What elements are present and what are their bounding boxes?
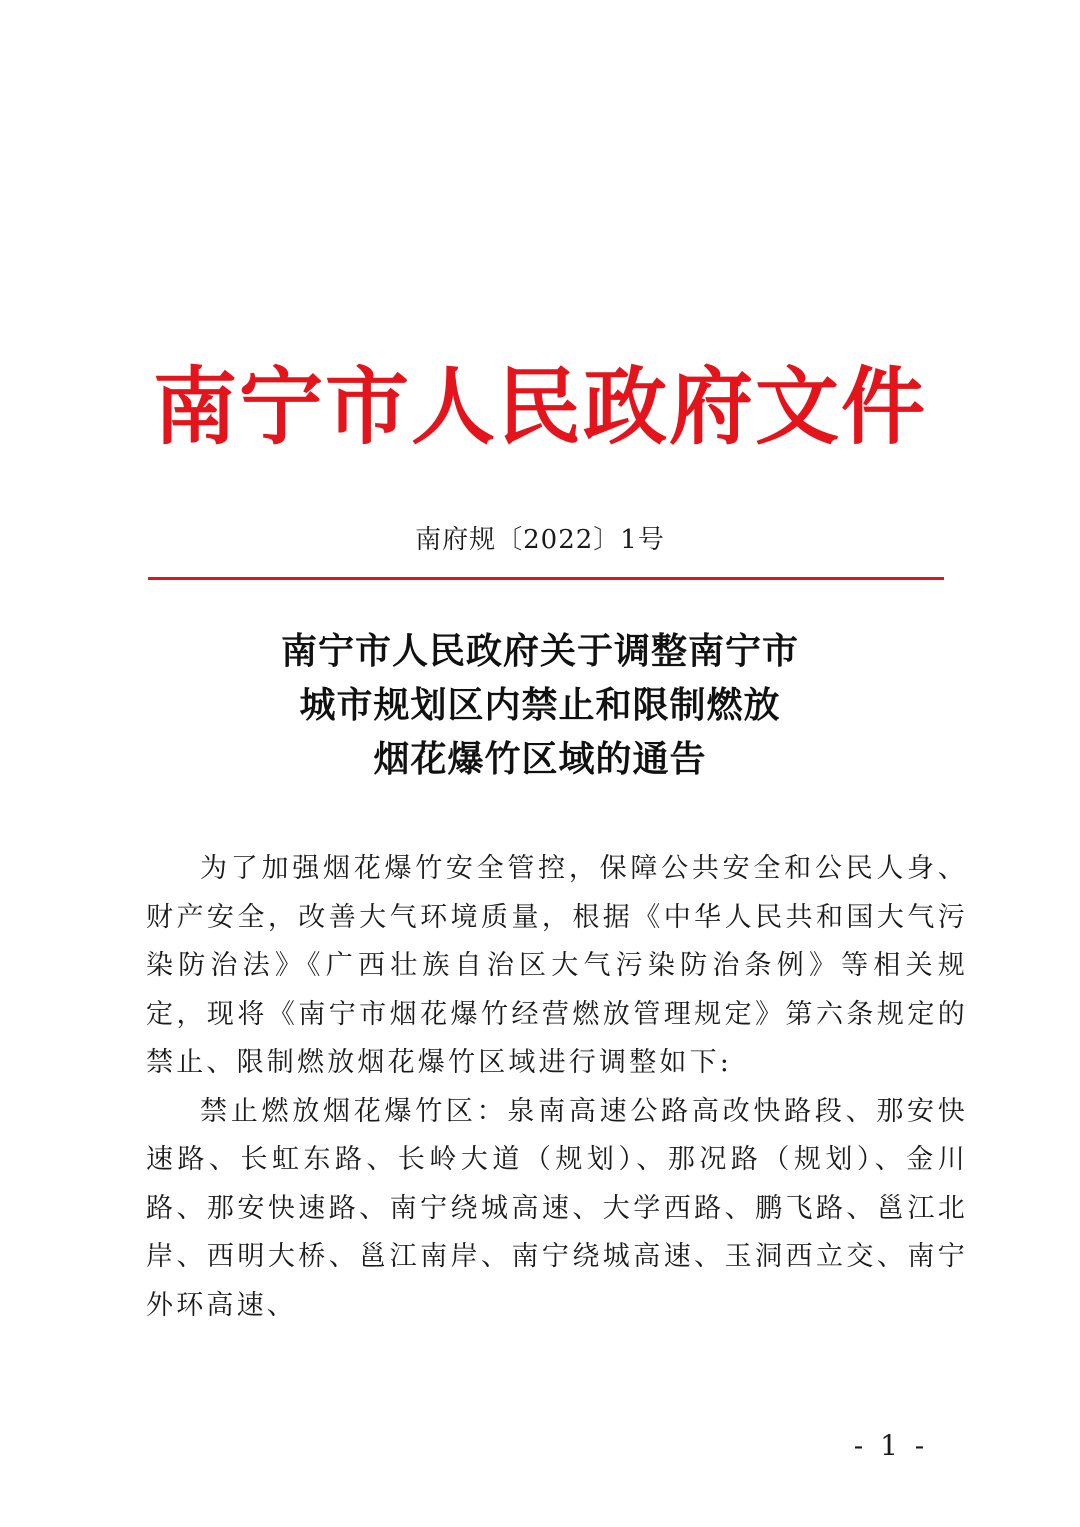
body-paragraph-prohibited-zone: 禁止燃放烟花爆竹区：泉南高速公路高改快路段、那安快速路、长虹东路、长岭大道（规划）、那况路（规划）、金川路、那安快速路、南宁绕城高速、大学西路、鹏飞路、邕江北岸、西明大桥、邕江南岸、南宁绕城高速、玉洞西立交、南宁外环高速、 bbox=[146, 1095, 968, 1321]
notice-title bbox=[100, 624, 980, 786]
notice-title-line: 城市规划区内禁止和限制燃放 bbox=[299, 684, 781, 726]
page-number: - 1 - bbox=[853, 1429, 929, 1462]
red-divider-line bbox=[148, 577, 944, 580]
notice-body bbox=[146, 845, 968, 1330]
notice-title-line: 南宁市人民政府关于调整南宁市 bbox=[280, 630, 799, 672]
body-paragraph-preamble: 为了加强烟花爆竹安全管控，保障公共安全和公民人身、财产安全，改善大气环境质量，根据《中华人民共和国大气污染防治法》《广西壮族自治区大气污染防治条例》等相关规定，现将《南宁市烟花爆竹经营燃放管理规定》第六条规定的禁止、限制燃放烟花爆竹区域进行调整如下: bbox=[146, 853, 968, 1078]
notice-title-line: 烟花爆竹区域的通告 bbox=[373, 738, 707, 780]
document-masthead: 南宁市人民政府文件 bbox=[152, 357, 927, 456]
document-number: 南府规〔2022〕1号 bbox=[415, 525, 665, 555]
